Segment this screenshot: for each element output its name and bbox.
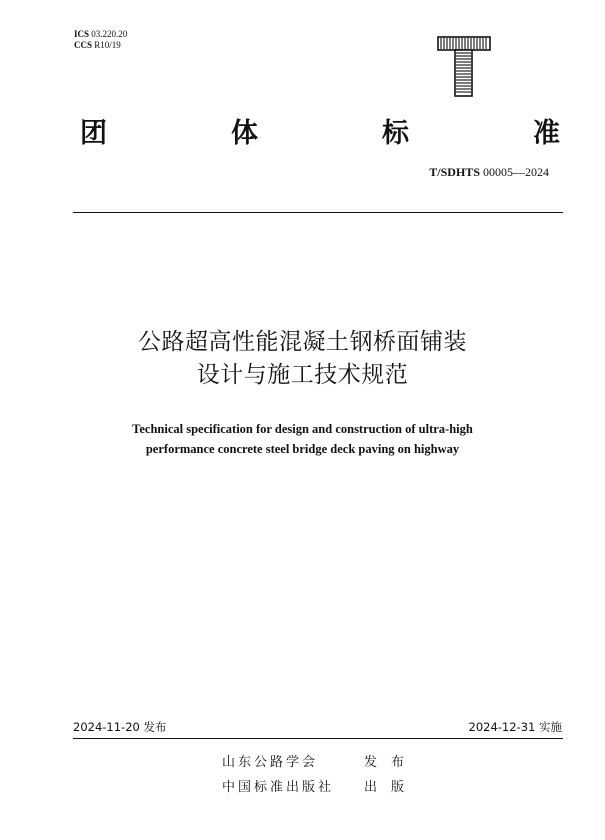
chinese-title-line-1: 公路超高性能混凝土钢桥面铺装 bbox=[138, 329, 467, 355]
publisher-role: 出版 bbox=[364, 780, 419, 795]
standard-number-value: 00005—2024 bbox=[483, 165, 549, 179]
classification-codes bbox=[74, 29, 127, 51]
publish-date: 2024-11-20 发布 bbox=[73, 720, 167, 734]
issuer-role: 发布 bbox=[364, 755, 419, 770]
standard-type-heading bbox=[80, 118, 560, 150]
ccs-code bbox=[74, 40, 127, 51]
publisher-line bbox=[222, 780, 418, 796]
publisher-name: 中国标准出版社 bbox=[222, 780, 335, 795]
standard-type-char: 准 bbox=[533, 118, 560, 149]
english-title-line-2: performance concrete steel bridge deck paving on highway bbox=[145, 442, 460, 456]
ccs-value: R10/19 bbox=[94, 40, 121, 50]
ccs-label: CCS bbox=[74, 40, 93, 50]
ics-code bbox=[74, 29, 127, 40]
issuer-line bbox=[222, 755, 418, 771]
english-title bbox=[0, 419, 605, 459]
issuer-name: 山东公路学会 bbox=[222, 755, 319, 770]
standard-number-prefix: T/SDHTS bbox=[429, 165, 480, 179]
ics-label: ICS bbox=[74, 29, 90, 39]
standard-number bbox=[429, 165, 549, 179]
standard-type-char: 体 bbox=[231, 118, 258, 149]
standard-type-char: 团 bbox=[80, 118, 107, 149]
chinese-title-line-2: 设计与施工技术规范 bbox=[196, 362, 409, 388]
header-divider bbox=[73, 212, 563, 213]
english-title-line-1: Technical specification for design and construction of ultra-high bbox=[132, 422, 473, 436]
standard-type-char: 标 bbox=[382, 118, 409, 149]
group-standard-t-logo-icon bbox=[437, 36, 491, 98]
implement-date: 2024-12-31 实施 bbox=[468, 720, 562, 734]
chinese-title bbox=[0, 326, 605, 392]
footer-divider bbox=[73, 738, 563, 739]
ics-value: 03.220.20 bbox=[91, 29, 128, 39]
